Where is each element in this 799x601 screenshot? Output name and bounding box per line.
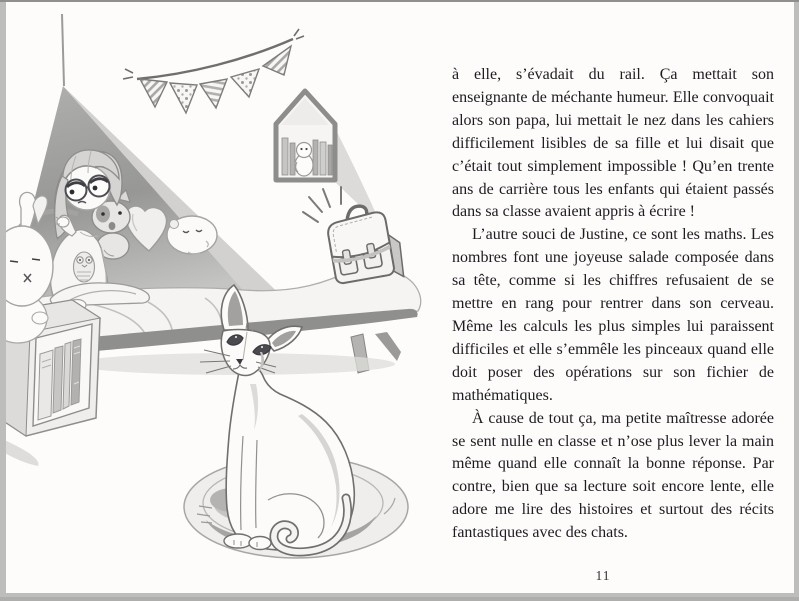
page-number: 11 xyxy=(595,568,611,583)
paragraph-2: L’autre souci de Justine, ce sont les maths. Les nombres font une joyeuse salade composée dans sa tête, comme si les chiffres refusaient de se mettre en rang pour rentrer dans son cerveau. Même les calculs les plus simples lui paraissent difficiles et elle s’emmêle les pinceaux quand elle doit poser des opérations sur son fichier de mathématiques. xyxy=(452,226,774,404)
sparkle-rays-icon xyxy=(303,187,341,222)
bird-figurine-icon xyxy=(295,143,313,177)
owl-print-icon xyxy=(74,252,95,282)
paragraph-3: À cause de tout ça, ma petite maîtresse adorée se sent nulle en classe et n’ose plus lever la main même quand elle connaît la bonne réponse. Par contre, bien que sa lecture soit encore lente, elle adore me lire des histoires et surtout des récits fantastiques avec des chats. xyxy=(452,409,774,542)
page-spread xyxy=(6,2,794,593)
bedroom-illustration xyxy=(6,2,451,593)
paragraph-1: à elle, s’évadait du rail. Ça mettait son enseignante de méchante humeur. Elle convoquait alors son papa, lui mettait le nez dans les cahiers difficilement lisibles de sa fille et lui disait que c’était tout simplement impossible ! Qu’en trente ans de carrière tous les enfants qui étaient passés dans sa classe avaient appris à écrire ! xyxy=(452,66,774,221)
page-text xyxy=(452,64,774,545)
sleeping-plush-icon xyxy=(167,216,217,254)
bunting-flags-icon xyxy=(123,29,304,113)
